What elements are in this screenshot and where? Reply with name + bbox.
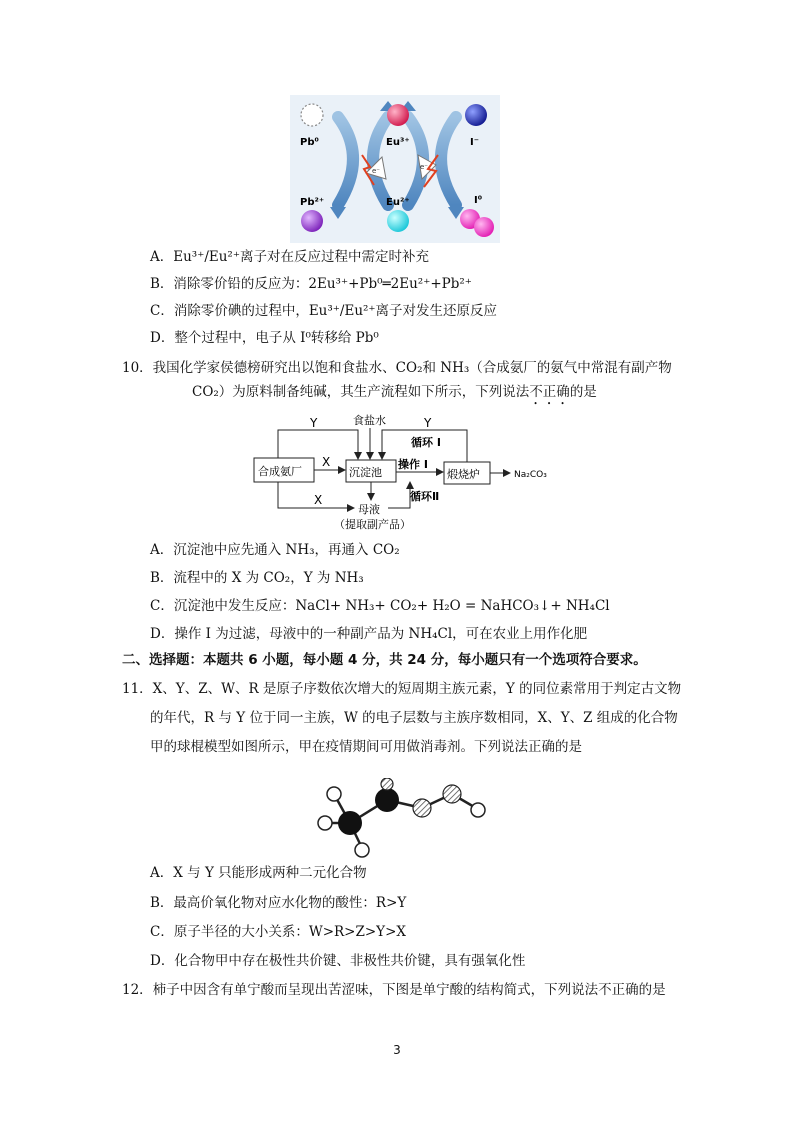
label-pb0: Pb⁰ — [300, 137, 319, 148]
pb2-ion — [301, 210, 323, 232]
label-pb2: Pb²⁺ — [300, 197, 325, 208]
q12-stem: 12．柿子中因含有单宁酸而呈现出苦涩味，下图是单宁酸的结构简式，下列说法不正确的是 — [122, 982, 666, 998]
q10-option-d: D．操作 I 为过滤，母液中的一种副产品为 NH₄Cl，可在农业上用作化肥 — [150, 626, 588, 642]
electron-label-right: e⁻ — [420, 163, 429, 171]
electron-label-left: e⁻ — [372, 167, 381, 175]
label-mother-liquor: 母液 — [358, 503, 380, 516]
atom-y-carbon — [338, 811, 362, 835]
q11-stem-line1: 11．X、Y、Z、W、R 是原子序数依次增大的短周期主族元素，Y 的同位素常用于判定古文物 — [122, 681, 682, 697]
label-iminus: I⁻ — [470, 137, 479, 148]
label-x-bottom: X — [314, 493, 323, 507]
atom-y-carbon — [375, 788, 399, 812]
label-plant: 合成氨厂 — [258, 465, 302, 478]
label-cycle2: 循环Ⅱ — [410, 490, 440, 503]
label-furnace: 煅烧炉 — [447, 468, 480, 481]
q10-stem-prefix: CO₂）为原料制备纯碱，其生产流程如下所示，下列说法 — [192, 384, 530, 400]
atom-x-hydrogen — [355, 843, 369, 857]
arrow-cycle2 — [388, 482, 410, 508]
q9-option-c: C．消除零价碘的过程中，Eu³⁺/Eu²⁺离子对发生还原反应 — [150, 303, 498, 319]
label-cycle1: 循环 I — [411, 436, 441, 449]
label-operation1: 操作 I — [398, 458, 428, 471]
i-minus-ion — [465, 104, 487, 126]
label-brine: 食盐水 — [353, 414, 386, 427]
q10-option-b: B．流程中的 X 为 CO₂，Y 为 NH₃ — [150, 570, 364, 586]
q10-stem-suffix: 的是 — [569, 384, 597, 400]
label-tank: 沉淀池 — [349, 466, 382, 479]
i0-atom-2 — [474, 217, 494, 237]
q11-option-a: A．X 与 Y 只能形成两种二元化合物 — [150, 865, 367, 881]
q9-option-a: A．Eu³⁺/Eu²⁺离子对在反应过程中需定时补充 — [150, 249, 429, 265]
label-product: Na₂CO₃ — [514, 470, 547, 480]
label-eu3: Eu³⁺ — [386, 137, 410, 148]
q10-stem-line1: 10．我国化学家侯德榜研究出以饱和食盐水、CO₂和 NH₃（合成氨厂的氨气中常混有副产物 — [122, 360, 672, 376]
label-x-middle: X — [322, 455, 331, 469]
atom-x-hydrogen — [327, 787, 341, 801]
q11-option-b: B．最高价氧化物对应水化物的酸性：R>Y — [150, 895, 407, 911]
ball-stick-model-figure — [312, 778, 496, 864]
label-eu2: Eu²⁺ — [386, 197, 410, 208]
label-y-left: Y — [310, 416, 318, 430]
q10-stem-line2 — [192, 382, 597, 408]
pb0-atom — [301, 104, 323, 126]
q10-option-a: A．沉淀池中应先通入 NH₃，再通入 CO₂ — [150, 542, 400, 558]
arrow-y-left — [278, 430, 358, 459]
atom-x-hydrogen — [471, 803, 485, 817]
label-y-right: Y — [424, 416, 432, 430]
atom-z-oxygen — [443, 785, 461, 803]
q11-stem-line3: 甲的球棍模型如图所示，甲在疫情期间可用做消毒剂。下列说法正确的是 — [150, 739, 582, 755]
section-two-header: 二、选择题：本题共 6 小题，每小题 4 分，共 24 分，每小题只有一个选项符合要求。 — [122, 652, 647, 668]
q9-option-d: D．整个过程中，电子从 I⁰转移给 Pb⁰ — [150, 330, 379, 346]
eu2-ion — [387, 210, 409, 232]
q11-option-c: C．原子半径的大小关系：W>R>Z>Y>X — [150, 924, 407, 940]
redox-cycle-figure — [290, 95, 500, 243]
eu3-ion — [387, 104, 409, 126]
soda-process-flowchart — [248, 410, 578, 538]
q10-stem-emphasis: 不正确 — [529, 384, 570, 400]
atom-z-oxygen — [413, 799, 431, 817]
q10-option-c: C．沉淀池中发生反应：NaCl+ NH₃+ CO₂+ H₂O = NaHCO₃↓+ NH₄Cl — [150, 598, 610, 614]
page-number: 3 — [393, 1043, 401, 1057]
label-i0: I⁰ — [474, 195, 483, 206]
q9-option-b: B．消除零价铅的反应为：2Eu³⁺+Pb⁰═2Eu²⁺+Pb²⁺ — [150, 276, 472, 292]
atom-z-oxygen — [381, 778, 393, 790]
label-byproduct: （提取副产品） — [334, 518, 411, 531]
atom-x-hydrogen — [318, 816, 332, 830]
q11-stem-line2: 的年代，R 与 Y 位于同一主族，W 的电子层数与主族序数相同，X、Y、Z 组成的化合物 — [150, 710, 678, 726]
q11-option-d: D．化合物甲中存在极性共价键、非极性共价键，具有强氧化性 — [150, 953, 526, 969]
